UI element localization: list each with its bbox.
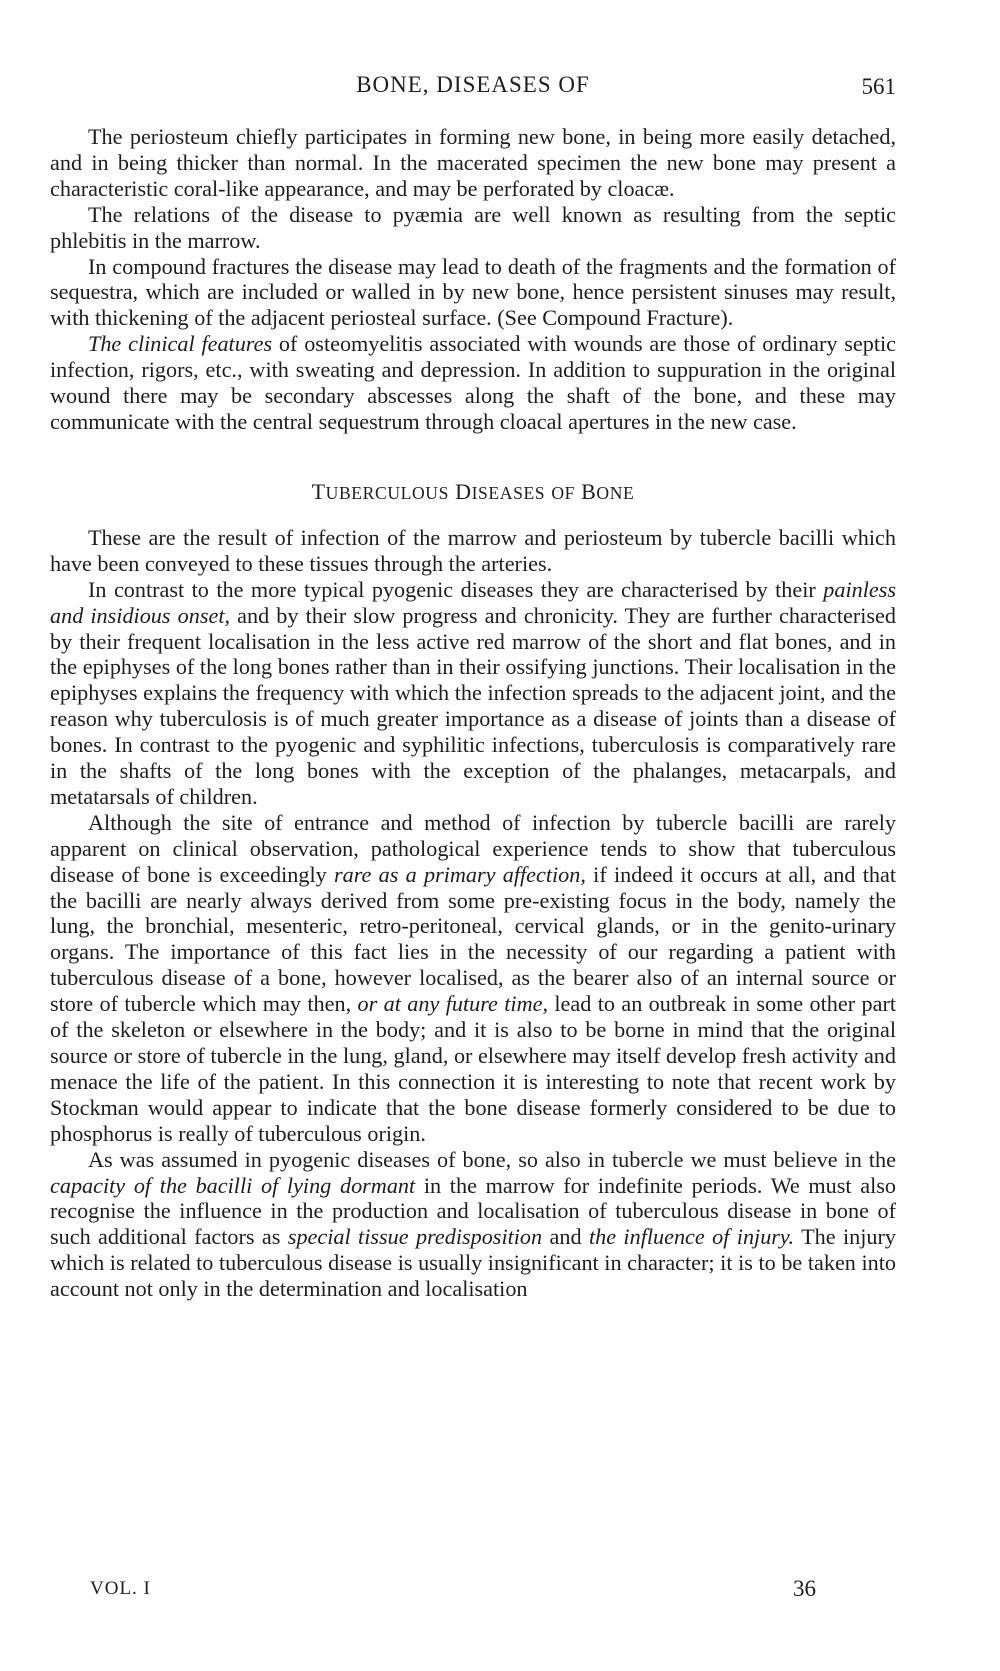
running-title: BONE, DISEASES OF — [356, 72, 590, 97]
paragraph: In compound fractures the disease may lead to death of the fragments and the formation of sequestra, which are included or walled in by new bone, hence persistent sinuses may result, with thickening of the adjacent periosteal surface. (See Compound Fracture). — [50, 253, 896, 331]
signature-mark: 36 — [793, 1576, 816, 1601]
heading-smallcaps: OF — [551, 482, 576, 503]
italic-phrase: painless and insidious onset, — [50, 576, 896, 628]
paragraph: These are the result of infection of the marrow and periosteum by tubercle bacilli which have been conveyed to these tissues through the arteries. — [50, 524, 896, 576]
paragraph: The periosteum chiefly participates in forming new bone, in being more easily detached, and in being thicker than normal. In the macerated specimen the new bone may present a characteristic coral-like appearance, and may be perforated by cloacæ. — [50, 124, 896, 201]
heading-initial: T — [311, 478, 326, 504]
text-run: Although the site of entrance and method of infection by tubercle bacilli are rarely apparent on clinical observation, pathological experience tends to show that tuberculous disease of bone is exceedingly — [50, 809, 896, 887]
text-run: and by their slow progress and chronicity. They are further characterised by their frequent localisation in the less active red marrow of the short and flat bones, and in the epiphyses of the long bones rather than in their ossifying junctions. Their localisation in the epiphyses explains the frequency with which the infection spreads to the adjacent joint, and the reason why tuberculosis is of much greater importance as a disease of joints than a disease of bones. In contrast to the pyogenic and syphilitic infections, tuberculosis is comparatively rare in the shafts of the long bones with the exception of the phalanges, metacarpals, and metatarsals of children. — [50, 602, 896, 809]
italic-phrase: special tissue predisposition — [287, 1224, 543, 1250]
italic-phrase: the influence of injury. — [588, 1224, 795, 1250]
paragraph — [50, 577, 896, 810]
italic-phrase: The clinical features — [88, 331, 273, 357]
italic-phrase: capacity of the bacilli of lying dormant — [50, 1172, 416, 1198]
heading-smallcaps: ISEASES — [471, 482, 546, 503]
text-run: The injury which is related to tuberculous disease is usually insignificant in character; it is to be taken into account not only in the determination and localisation — [50, 1224, 896, 1302]
paragraph — [50, 331, 896, 435]
volume-label: VOL. I — [90, 1578, 151, 1599]
page-number: 561 — [861, 74, 896, 99]
text-run: if indeed it occurs at all, and that the bacilli are nearly always derived from some pre-existing focus in the body, namely the lung, the bronchial, mesenteric, retro-peritoneal, cervical glands, or in the genito-urinary organs. The importance of this fact lies in the necessity of our regarding a patient with tuberculous disease of a bone, however localised, as the bearer also of an internal source or store of tubercle which may then, — [50, 861, 896, 1017]
heading-smallcaps: UBERCULOUS — [325, 482, 449, 503]
paragraph — [50, 810, 896, 1147]
text-run: As was assumed in pyogenic diseases of bone, so also in tubercle we must believe in the — [88, 1146, 896, 1172]
italic-phrase: or at any future time, — [357, 991, 548, 1017]
text-run: of osteomyelitis associated with wounds are those of ordinary septic infection, rigors, etc., with sweating and depression. In addition to suppuration in the original wound there may be secondary abscesses along the shaft of the bone, and these may communicate with the central sequestrum through cloacal apertures in the new case. — [50, 331, 896, 434]
text-run: In contrast to the more typical pyogenic diseases they are characterised by their — [88, 576, 824, 602]
heading-initial: D — [455, 478, 472, 504]
text-run: and — [542, 1224, 589, 1250]
heading-smallcaps: ONE — [596, 482, 635, 503]
paragraph: The relations of the disease to pyæmia are well known as resulting from the septic phlebitis in the marrow. — [50, 201, 896, 253]
section-heading — [50, 477, 896, 507]
body-text — [50, 124, 896, 1302]
text-run: lead to an outbreak in some other part of the skeleton or elsewhere in the body; and it is also to be borne in mind that the original source or store of tubercle in the lung, gland, or elsewhere may itself develop fresh activity and menace the life of the patient. In this connection it is interesting to note that recent work by Stockman would appear to indicate that the bone disease formerly considered to be due to phosphorus is really of tuberculous origin. — [50, 991, 897, 1146]
italic-phrase: rare as a primary affection, — [333, 861, 586, 887]
text-run: in the marrow for indefinite periods. We must also recognise the influence in the production and localisation of tuberculous disease in bone of such additional factors as — [50, 1172, 897, 1250]
paragraph — [50, 1147, 896, 1302]
heading-initial: B — [581, 478, 597, 504]
page-footer — [90, 1578, 870, 1608]
running-head — [50, 72, 896, 106]
